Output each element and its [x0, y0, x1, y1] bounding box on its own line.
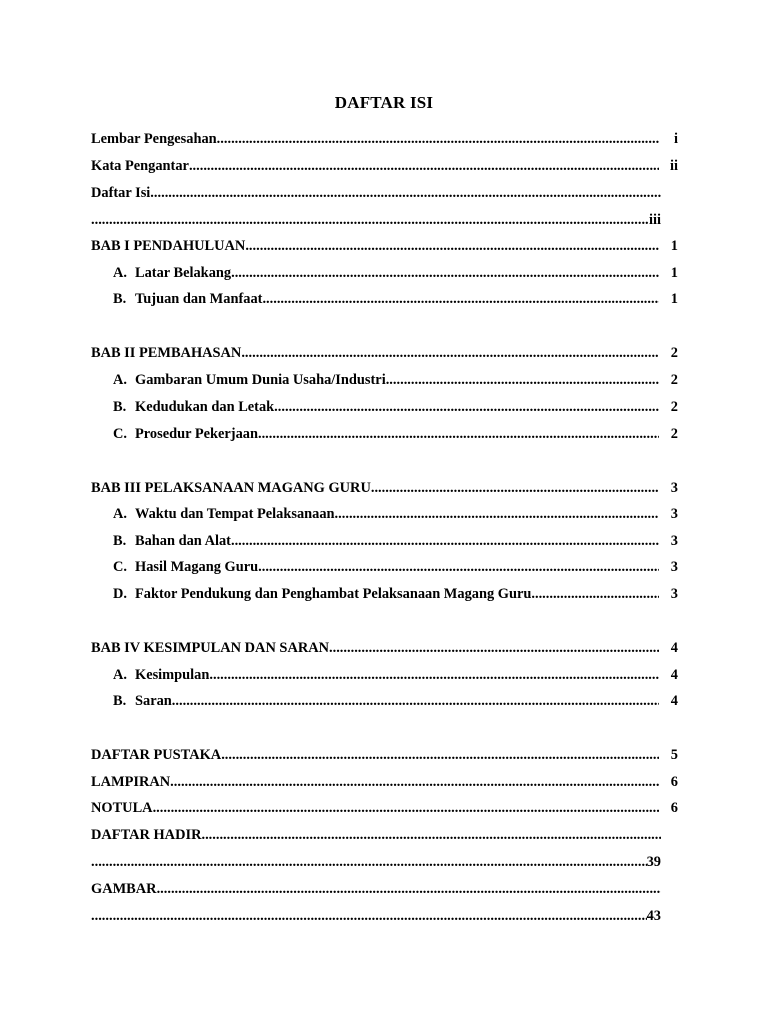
toc-entry-prosedur-pekerjaan: [113, 424, 678, 444]
dot-leader: [209, 665, 659, 685]
toc-entry-daftar-hadir: [91, 825, 661, 845]
toc-entry-text: Lembar Pengesahan: [91, 131, 217, 147]
dot-leader: [91, 210, 649, 230]
toc-entry-letter: C.: [113, 426, 127, 442]
toc-entry-page: 2: [670, 372, 678, 388]
toc-entry-text: Latar Belakang: [135, 265, 232, 281]
dot-leader: [157, 879, 661, 899]
toc-entry-letter: B.: [113, 291, 127, 307]
toc-entry-page: 1: [670, 291, 678, 307]
dot-leader: [386, 370, 659, 390]
toc-entry-letter: D.: [113, 586, 127, 602]
toc-entry-page: 2: [670, 426, 678, 442]
dot-leader: [262, 289, 659, 309]
toc-entry-page: 4: [670, 693, 678, 709]
dot-leader: [172, 691, 659, 711]
dot-leader: [231, 263, 659, 283]
toc-entry-text: Saran: [135, 693, 172, 709]
toc-entry-text: BAB II PEMBAHASAN: [91, 345, 242, 361]
toc-entry-letter: C.: [113, 559, 127, 575]
toc-entry-text: BAB III PELAKSANAAN MAGANG GURU: [91, 480, 371, 496]
dot-leader: [258, 557, 659, 577]
toc-entry-page: 6: [670, 774, 678, 790]
toc-entry-hasil-magang: [113, 557, 678, 577]
toc-entry-daftar-pustaka: [91, 745, 678, 765]
toc-entry-daftar-isi-continuation: [91, 210, 661, 230]
toc-entry-kata-pengantar: [91, 156, 678, 176]
toc-entry-latar-belakang: [113, 263, 678, 283]
dot-leader: [531, 584, 659, 604]
toc-entry-saran: [113, 691, 678, 711]
toc-entry-page: 3: [670, 559, 678, 575]
dot-leader: [241, 343, 659, 363]
dot-leader: [274, 397, 659, 417]
dot-leader: [231, 531, 659, 551]
toc-entry-letter: B.: [113, 399, 127, 415]
toc-entry-page: 6: [670, 800, 678, 816]
toc-entry-page: 2: [670, 345, 678, 361]
toc-entry-page: ii: [670, 158, 678, 174]
toc-entry-page: 39: [646, 854, 661, 870]
toc-entry-text: Prosedur Pekerjaan: [135, 426, 258, 442]
toc-entry-text: Kesimpulan: [135, 667, 210, 683]
toc-entry-text: Faktor Pendukung dan Penghambat Pelaksanaan Magang Guru: [135, 586, 532, 602]
toc-entry-letter: A.: [113, 667, 127, 683]
dot-leader: [258, 424, 659, 444]
toc-entry-letter: B.: [113, 533, 127, 549]
toc-entry-page: 3: [670, 506, 678, 522]
toc-entry-page: 5: [670, 747, 678, 763]
toc-entry-waktu-tempat: [113, 504, 678, 524]
toc-entry-lembar-pengesahan: [91, 129, 678, 149]
dot-leader: [335, 504, 659, 524]
toc-entry-text: BAB I PENDAHULUAN: [91, 238, 246, 254]
toc-entry-text: Kedudukan dan Letak: [135, 399, 275, 415]
toc-entry-lampiran: [91, 772, 678, 792]
toc-entry-letter: A.: [113, 506, 127, 522]
dot-leader: [217, 129, 659, 149]
toc-entry-page: 2: [670, 399, 678, 415]
toc-entry-text: Daftar Isi: [91, 185, 151, 201]
toc-entry-text: Tujuan dan Manfaat: [135, 291, 263, 307]
toc-entry-text: Gambaran Umum Dunia Usaha/Industri: [135, 372, 386, 388]
toc-entry-text: LAMPIRAN: [91, 774, 171, 790]
dot-leader: [201, 825, 661, 845]
toc-entry-bab-4: [91, 638, 678, 658]
dot-leader: [245, 236, 659, 256]
toc-entry-page: 4: [670, 667, 678, 683]
toc-entry-page: 43: [646, 908, 661, 924]
toc-entry-kesimpulan: [113, 665, 678, 685]
toc-entry-notula: [91, 798, 678, 818]
dot-leader: [221, 745, 659, 765]
toc-entry-page: i: [674, 131, 678, 147]
dot-leader: [91, 906, 647, 926]
toc-entry-text: DAFTAR HADIR: [91, 827, 202, 843]
toc-entry-page: 1: [670, 265, 678, 281]
toc-entry-daftar-hadir-continuation: [91, 852, 661, 872]
toc-entry-faktor-pendukung: [113, 584, 678, 604]
toc-entry-bab-3: [91, 478, 678, 498]
toc-entry-text: Hasil Magang Guru: [135, 559, 259, 575]
toc-entry-page: 3: [670, 533, 678, 549]
toc-entry-page: 3: [670, 480, 678, 496]
toc-entry-letter: A.: [113, 372, 127, 388]
toc-entry-text: DAFTAR PUSTAKA: [91, 747, 222, 763]
toc-entry-gambaran-umum: [113, 370, 678, 390]
dot-leader: [189, 156, 659, 176]
toc-entry-text: Kata Pengantar: [91, 158, 189, 174]
toc-entry-text: Waktu dan Tempat Pelaksanaan: [135, 506, 335, 522]
toc-entry-text: GAMBAR: [91, 881, 157, 897]
dot-leader: [170, 772, 659, 792]
dot-leader: [329, 638, 659, 658]
toc-entry-gambar-continuation: [91, 906, 661, 926]
toc-entry-page: iii: [649, 212, 661, 228]
toc-entry-bab-1: [91, 236, 678, 256]
toc-entry-daftar-isi: [91, 183, 661, 203]
toc-entry-letter: B.: [113, 693, 127, 709]
dot-leader: [371, 478, 659, 498]
toc-entry-page: 1: [670, 238, 678, 254]
page-title: DAFTAR ISI: [334, 93, 434, 112]
toc-entry-tujuan-manfaat: [113, 289, 678, 309]
toc-entry-letter: A.: [113, 265, 127, 281]
toc-entry-gambar: [91, 879, 661, 899]
toc-entry-text: NOTULA: [91, 800, 153, 816]
toc-entry-text: BAB IV KESIMPULAN DAN SARAN: [91, 640, 330, 656]
toc-entry-kedudukan-letak: [113, 397, 678, 417]
toc-entry-page: 3: [670, 586, 678, 602]
toc-entry-bahan-alat: [113, 531, 678, 551]
toc-entry-bab-2: [91, 343, 678, 363]
toc-entry-text: Bahan dan Alat: [135, 533, 231, 549]
dot-leader: [91, 852, 647, 872]
dot-leader: [150, 183, 661, 203]
toc-entry-page: 4: [670, 640, 678, 656]
dot-leader: [153, 798, 659, 818]
